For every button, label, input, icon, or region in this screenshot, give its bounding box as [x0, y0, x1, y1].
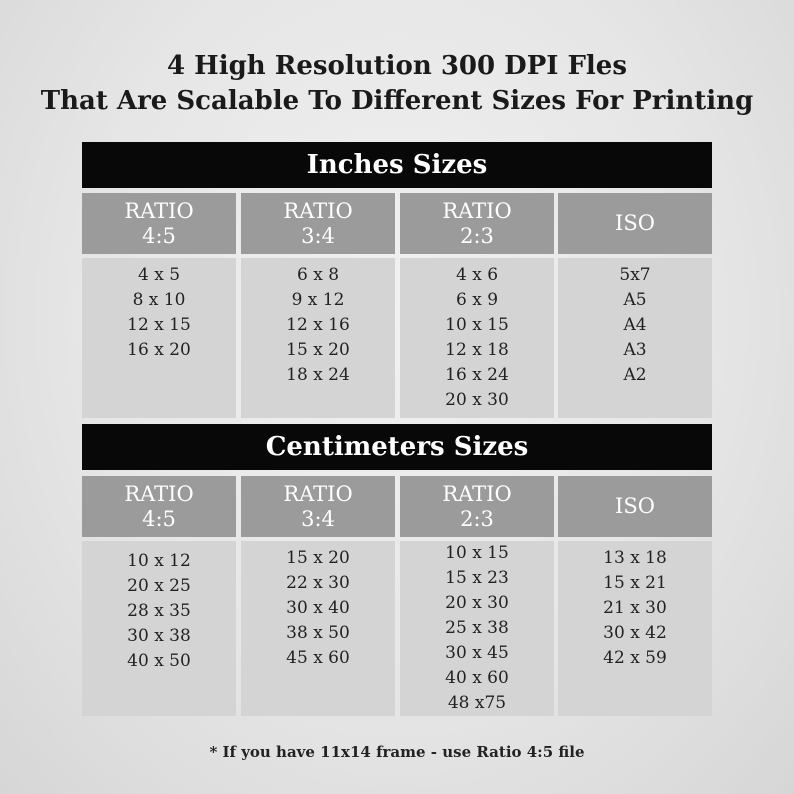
size-item: A3 [623, 340, 647, 360]
size-item: 10 x 15 [445, 543, 509, 563]
size-item: 15 x 20 [286, 548, 350, 568]
header-label: RATIO [283, 198, 353, 223]
cm-header-ratio-3-4 [241, 476, 395, 537]
size-item: 10 x 12 [127, 551, 191, 571]
size-item: 20 x 30 [445, 390, 509, 410]
page-title-line-2: That Are Scalable To Different Sizes For Printing [40, 86, 754, 116]
cm-sizes-ratio-3-4 [241, 541, 395, 716]
size-item: 5x7 [619, 265, 651, 285]
page-title-line-1: 4 High Resolution 300 DPI Fles [167, 51, 627, 81]
size-item: 15 x 20 [286, 340, 350, 360]
size-item: 25 x 38 [445, 618, 509, 638]
size-item: 30 x 40 [286, 598, 350, 618]
size-item: 45 x 60 [286, 648, 350, 668]
cm-header-ratio-2-3 [400, 476, 554, 537]
header-label: RATIO [124, 481, 194, 506]
size-item: A5 [623, 290, 647, 310]
inches-header-ratio-3-4 [241, 193, 395, 254]
size-item: 30 x 42 [603, 623, 667, 643]
header-label: RATIO [124, 198, 194, 223]
size-item: 12 x 15 [127, 315, 191, 335]
inches-sizes-ratio-4-5 [82, 258, 236, 418]
size-item: 20 x 30 [445, 593, 509, 613]
size-item: 10 x 15 [445, 315, 509, 335]
size-item: 12 x 18 [445, 340, 509, 360]
size-item: 16 x 24 [445, 365, 509, 385]
size-item: 40 x 50 [127, 651, 191, 671]
size-item: 6 x 8 [296, 265, 340, 285]
size-item: 8 x 10 [132, 290, 186, 310]
header-label: RATIO [442, 198, 512, 223]
footnote: * If you have 11x14 frame - use Ratio 4:5 file [209, 743, 585, 761]
size-item: 15 x 23 [445, 568, 509, 588]
size-item: 40 x 60 [445, 668, 509, 688]
size-item: 9 x 12 [291, 290, 345, 310]
header-label: ISO [615, 494, 655, 518]
size-item: 38 x 50 [286, 623, 350, 643]
header-label: ISO [615, 211, 655, 235]
size-item: 6 x 9 [455, 290, 499, 310]
cm-header-iso [558, 476, 712, 537]
inches-sizes-ratio-3-4 [241, 258, 395, 418]
cm-sizes-iso [558, 541, 712, 716]
inches-header-ratio-4-5 [82, 193, 236, 254]
size-item: 21 x 30 [603, 598, 667, 618]
size-item: 16 x 20 [127, 340, 191, 360]
size-item: 30 x 45 [445, 643, 509, 663]
cm-header-ratio-4-5 [82, 476, 236, 537]
size-item: 12 x 16 [286, 315, 350, 335]
centimeters-sizes-heading: Centimeters Sizes [82, 424, 712, 470]
size-item: 18 x 24 [286, 365, 350, 385]
header-label: RATIO [442, 481, 512, 506]
header-ratio: 2:3 [460, 506, 494, 531]
header-label: RATIO [283, 481, 353, 506]
inches-sizes-ratio-2-3 [400, 258, 554, 418]
size-item: 4 x 6 [455, 265, 499, 285]
cm-sizes-ratio-4-5 [82, 541, 236, 716]
inches-header-iso [558, 193, 712, 254]
size-item: 42 x 59 [603, 648, 667, 668]
header-ratio: 2:3 [460, 223, 494, 248]
header-ratio: 4:5 [142, 223, 176, 248]
size-item: A2 [623, 365, 647, 385]
size-item: 13 x 18 [603, 548, 667, 568]
size-item: 30 x 38 [127, 626, 191, 646]
header-ratio: 3:4 [301, 506, 335, 531]
size-item: 4 x 5 [137, 265, 181, 285]
header-ratio: 4:5 [142, 506, 176, 531]
size-item: 28 x 35 [127, 601, 191, 621]
size-item: 15 x 21 [603, 573, 667, 593]
inches-sizes-heading: Inches Sizes [82, 142, 712, 188]
cm-sizes-ratio-2-3 [400, 541, 554, 716]
header-ratio: 3:4 [301, 223, 335, 248]
inches-header-ratio-2-3 [400, 193, 554, 254]
size-item: 48 x75 [447, 693, 507, 713]
size-item: A4 [623, 315, 647, 335]
size-item: 20 x 25 [127, 576, 191, 596]
inches-sizes-iso [558, 258, 712, 418]
size-item: 22 x 30 [286, 573, 350, 593]
